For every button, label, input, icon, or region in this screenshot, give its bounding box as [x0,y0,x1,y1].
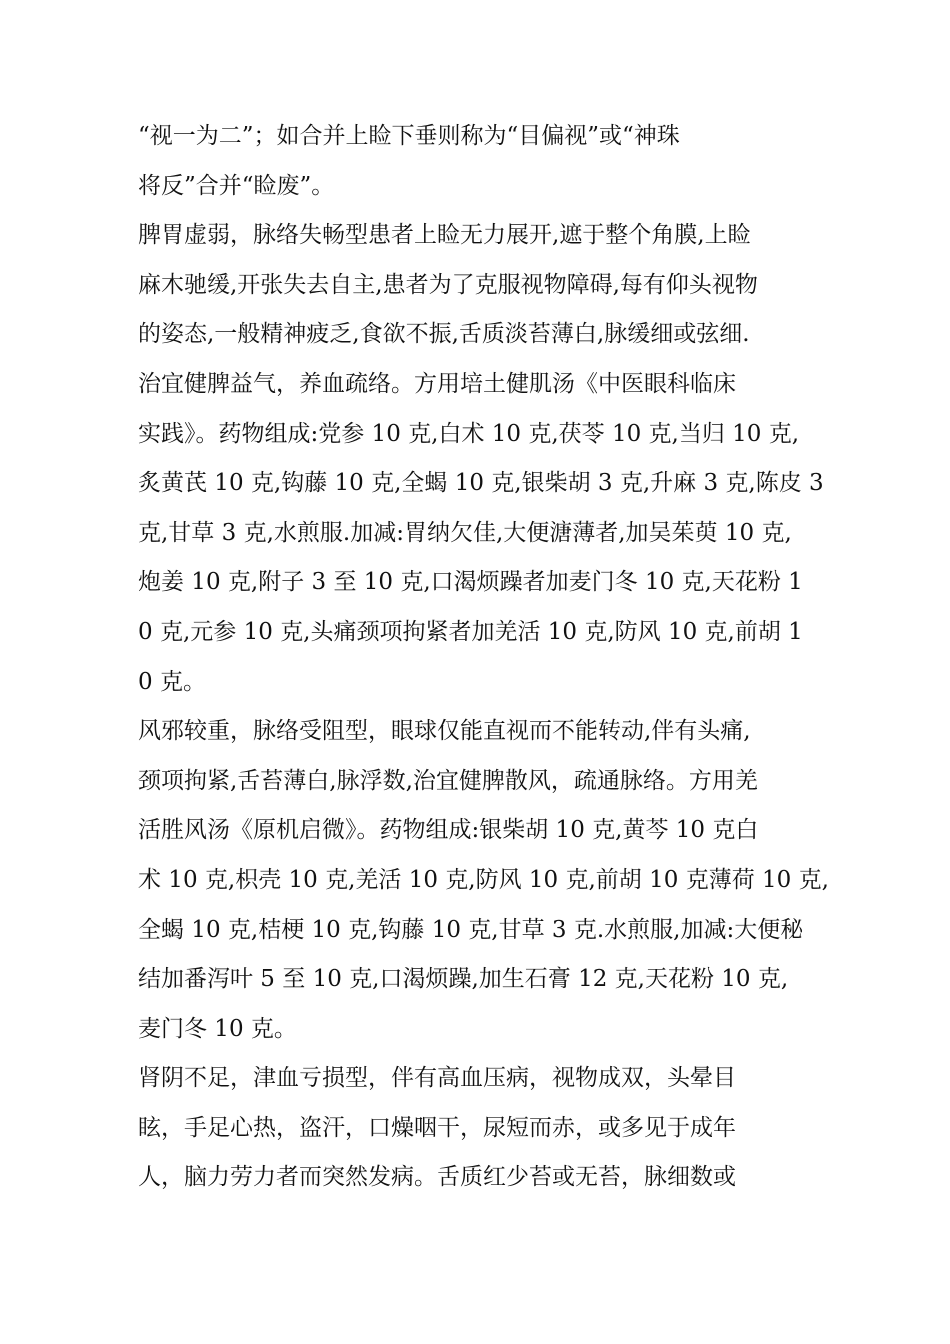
paragraph-2 [138,211,826,707]
text-line: 实践》。药物组成:党参 10 克,白术 10 克,茯苓 10 克,当归 10 克, [138,420,800,447]
text-line: 麻木驰缓,开张失去自主,患者为了克服视物障碍,每有仰头视物 [138,271,758,298]
paragraph-4 [138,1054,826,1203]
text-line: 脾胃虚弱，脉络失畅型患者上睑无力展开,遮于整个角膜,上睑 [138,222,751,249]
paragraph-3 [138,707,829,1054]
document-page [138,112,829,1203]
text-line: “视一为二”；如合并上睑下垂则称为“目偏视”或“神珠 [138,123,680,149]
text-line: 的姿态,一般精神疲乏,食欲不振,舌质淡苔薄白,脉缓细或弦细. [138,321,750,348]
text-line: 结加番泻叶 5 至 10 克,口渴烦躁,加生石膏 12 克,天花粉 10 克, [138,966,789,993]
text-line: 活胜风汤《原机启微》。药物组成:银柴胡 10 克,黄芩 10 克白 [138,817,759,844]
text-line: 风邪较重，脉络受阻型，眼球仅能直视而不能转动,伴有头痛, [138,718,751,745]
text-line: 克,甘草 3 克,水煎服.加减:胃纳欠佳,大便溏薄者,加吴茱萸 10 克, [138,519,792,546]
text-line: 眩，手足心热，盗汗，口燥咽干，尿短而赤，或多见于成年 [138,1114,736,1141]
text-line: 0 克,元参 10 克,头痛颈项拘紧者加羌活 10 克,防风 10 克,前胡 1 [138,618,803,645]
text-line: 炮姜 10 克,附子 3 至 10 克,口渴烦躁者加麦门冬 10 克,天花粉 1 [138,569,803,596]
text-line: 0 克。 [138,668,206,695]
text-line: 人，脑力劳力者而突然发病。舌质红少苔或无苔，脉细数或 [138,1164,736,1191]
text-line: 术 10 克,枳壳 10 克,羌活 10 克,防风 10 克,前胡 10 克薄荷 10 克, [138,866,829,893]
text-line: 颈项拘紧,舌苔薄白,脉浮数,治宜健脾散风，疏通脉络。方用羌 [138,767,758,794]
paragraph-1 [138,112,826,211]
text-line: 治宜健脾益气，养血疏络。方用培土健肌汤《中医眼科临床 [138,370,736,397]
text-line: 肾阴不足，津血亏损型，伴有高血压病，视物成双，头晕目 [138,1065,736,1092]
text-line: 麦门冬 10 克。 [138,1015,297,1042]
text-line: 全蝎 10 克,桔梗 10 克,钩藤 10 克,甘草 3 克.水煎服,加减:大便秘 [138,916,804,943]
text-line: 将反”合并“睑废”。 [138,172,335,199]
text-line: 炙黄芪 10 克,钩藤 10 克,全蝎 10 克,银柴胡 3 克,升麻 3 克,陈皮 3 [138,470,824,497]
